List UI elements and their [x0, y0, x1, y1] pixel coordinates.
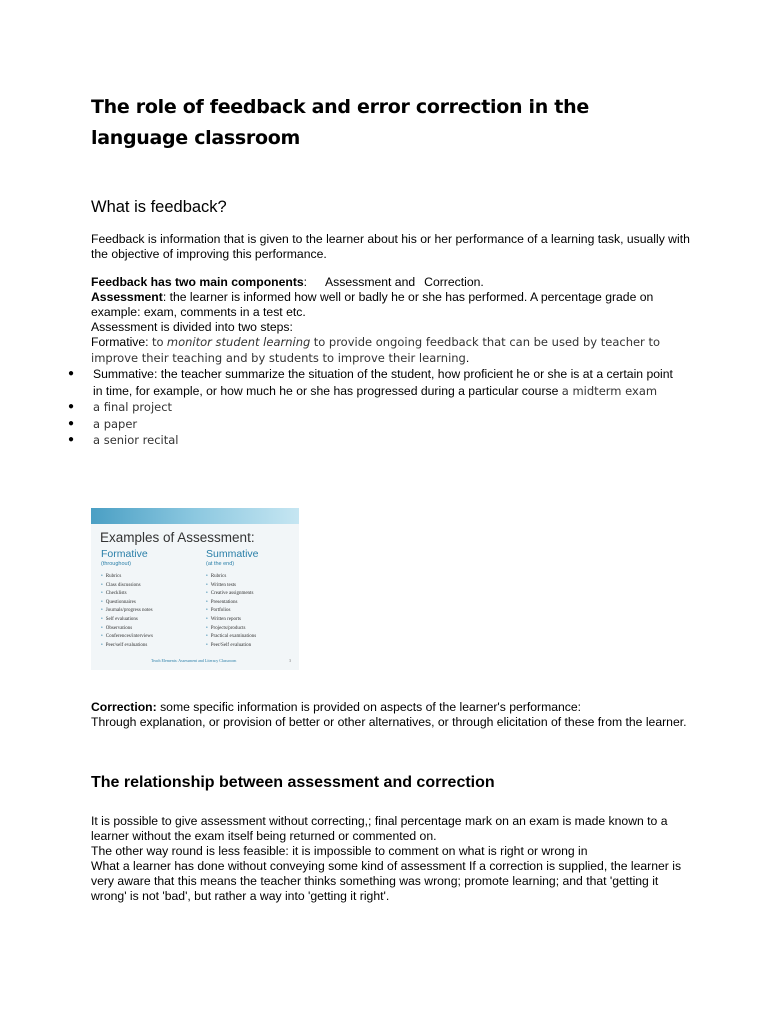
formative-italic: monitor student learning — [166, 335, 311, 349]
bullet-icon: ● — [68, 368, 75, 379]
correction-paragraph — [91, 700, 691, 715]
formative-end: . — [465, 350, 470, 365]
list-item: • Creative assignments — [206, 590, 299, 599]
summative-subheading: (at the end) — [206, 561, 235, 567]
list-item: • Presentations — [206, 599, 299, 608]
figure-page-number: 3 — [289, 658, 291, 663]
list-item: • Practical examinations — [206, 633, 299, 642]
relationship-paragraph-3: What a learner has done without conveying some kind of assessment If a correction is supplied, the learner is very aware that this means the teacher thinks something was wrong; promote learning; and that 'getting it wrong' is not 'bad', but rather a way into 'getting it right'. — [91, 859, 682, 903]
intro-paragraph: Feedback is information that is given to the learner about his or her performance of a learning task, usually with the objective of improving this performance. — [91, 232, 690, 261]
assessment-examples-figure — [91, 508, 299, 670]
bullet-icon: ● — [68, 434, 75, 445]
list-item: • Questionnaires — [101, 599, 201, 608]
list-item: • Peer/Self evaluation — [206, 642, 299, 651]
list-item — [66, 432, 686, 449]
components-assessment: Assessment and — [325, 275, 416, 289]
summative-text: Summative: the teacher summarize the situation of the student, how proficient he or she is at a certain point in time, for example, or how much he or she has progressed during a particular course — [93, 367, 673, 398]
list-item: • Self evaluations — [101, 616, 201, 625]
components-label: Feedback has two main components — [91, 275, 304, 289]
correction-text: some specific information is provided on aspects of the learner's performance: — [156, 700, 582, 714]
list-item: • Rubrics — [206, 573, 299, 582]
correction-paragraph-2: Through explanation, or provision of better or other alternatives, or through elicitation of these from the learner. — [91, 715, 687, 729]
summative-column — [206, 548, 299, 650]
summative-example: a midterm exam — [561, 383, 658, 398]
formative-label: Formative: — [91, 335, 149, 349]
list-item — [66, 416, 686, 433]
bullet-icon: ● — [68, 417, 75, 429]
list-item-text: a final project — [93, 400, 173, 414]
formative-pre: to — [151, 335, 164, 349]
list-item: • Peer/self evaluations — [101, 642, 201, 651]
list-item: • Class discussions — [101, 582, 201, 591]
formative-subheading: (throughout) — [101, 561, 131, 567]
list-item: • Written reports — [206, 616, 299, 625]
assessment-definition — [91, 290, 691, 320]
heading-relationship: The relationship between assessment and correction — [91, 774, 495, 791]
relationship-paragraph-2: The other way round is less feasible: it is impossible to comment on what is right or wrong in — [91, 844, 588, 858]
bullet-icon: ● — [68, 401, 75, 412]
components-correction: Correction. — [424, 275, 484, 289]
list-item-text — [93, 366, 678, 399]
assessment-bullet-list — [66, 366, 686, 449]
figure-title: Examples of Assessment: — [100, 530, 255, 545]
list-item: • Written tests — [206, 582, 299, 591]
formative-column — [101, 548, 201, 650]
assessment-text: : the learner is informed how well or badly he or she has performed. A percentage grade on example: exam, comments in a test etc. — [91, 290, 654, 319]
list-item: • Projects/products — [206, 625, 299, 634]
steps-line: Assessment is divided into two steps: — [91, 320, 293, 334]
page-title: The role of feedback and error correction in the language classroom — [91, 96, 589, 149]
figure-header-band — [91, 508, 299, 524]
relationship-paragraph-1: It is possible to give assessment without correcting,; final percentage mark on an exam is made known to a learner without the exam itself being returned or commented on. — [91, 814, 668, 843]
assessment-label: Assessment — [91, 290, 163, 304]
list-item: • Checklists — [101, 590, 201, 599]
list-item — [66, 366, 686, 399]
list-item — [66, 399, 686, 416]
heading-what-is-feedback: What is feedback? — [91, 198, 227, 216]
figure-footer: Teach Elements: Assessment and Literacy Classroom — [151, 658, 237, 663]
formative-post: to provide ongoing feedback that can be used by teacher to improve their teaching and by students to improve their learning — [91, 335, 660, 365]
list-item: • Observations — [101, 625, 201, 634]
list-item: • Conferences/interviews — [101, 633, 201, 642]
list-item: • Rubrics — [101, 573, 201, 582]
components-colon: : — [303, 275, 308, 289]
summative-heading: Summative — [206, 548, 259, 560]
formative-heading: Formative — [101, 548, 148, 560]
list-item-text: a paper — [93, 416, 138, 431]
correction-label: Correction: — [91, 700, 157, 714]
list-item: • Portfolios — [206, 607, 299, 616]
formative-paragraph — [91, 335, 691, 366]
list-item: • Journals/progress notes — [101, 607, 201, 616]
components-line — [91, 275, 691, 290]
list-item-text: a senior recital — [93, 433, 179, 447]
